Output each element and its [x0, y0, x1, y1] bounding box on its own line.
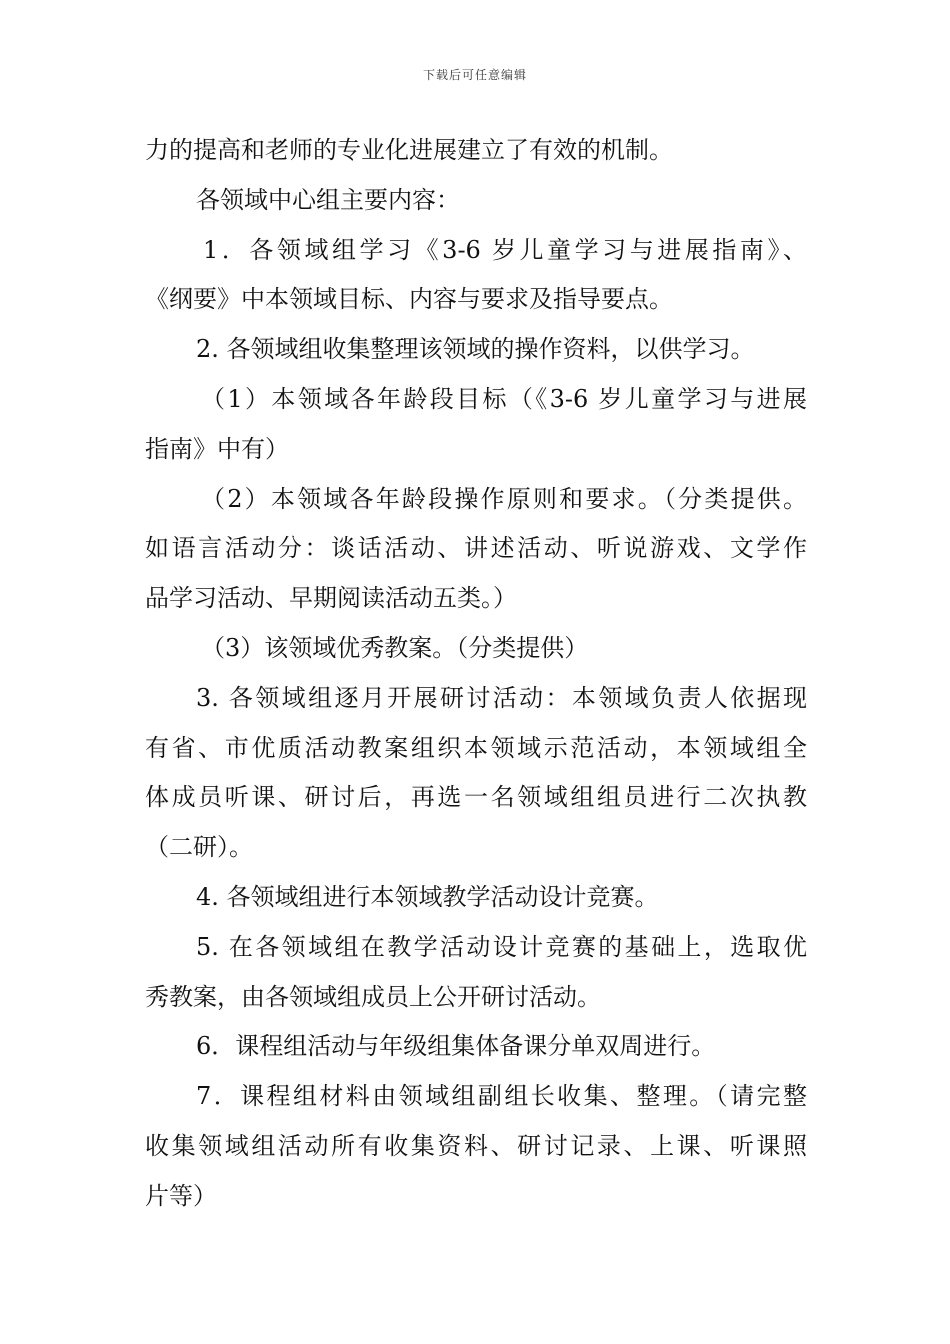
- paragraph-line: （3）该领域优秀教案。（分类提供）: [201, 633, 589, 662]
- paragraph-line: 2. 各领域组收集整理该领域的操作资料，以供学习。: [196, 335, 755, 364]
- paragraph-line: 如语言活动分：谈话活动、讲述活动、听说游戏、文学作: [145, 534, 807, 563]
- paragraph-line: （二研）。: [145, 833, 253, 862]
- paragraph-line: 力的提高和老师的专业化进展建立了有效的机制。: [145, 136, 673, 164]
- paragraph-line: 1．各领域组学习《3-6 岁儿童学习与进展指南》、: [203, 235, 807, 264]
- paragraph-line: 片等）: [145, 1181, 217, 1210]
- paragraph-line: 各领域中心组主要内容：: [196, 185, 460, 214]
- paragraph-line: 3. 各领域组逐月开展研讨活动：本领域负责人依据现: [196, 683, 807, 712]
- paragraph-line: 《纲要》中本领域目标、内容与要求及指导要点。: [145, 285, 673, 314]
- paragraph-line: （2）本领域各年龄段操作原则和要求。（分类提供。: [201, 484, 807, 513]
- paragraph-line: 7．课程组材料由领域组副组长收集、整理。（请完整: [196, 1082, 807, 1111]
- page-header: 下载后可任意编辑: [422, 68, 527, 82]
- paragraph-line: 收集领域组活动所有收集资料、研讨记录、上课、听课照: [145, 1131, 807, 1160]
- paragraph-line: 秀教案，由各领域组成员上公开研讨活动。: [145, 982, 601, 1011]
- paragraph-line: 指南》中有）: [145, 434, 289, 463]
- paragraph-line: 4. 各领域组进行本领域教学活动设计竞赛。: [196, 882, 659, 911]
- document-body: [145, 126, 807, 1222]
- paragraph-line: （1）本领域各年龄段目标（《3-6 岁儿童学习与进展: [201, 384, 807, 413]
- paragraph-line: 6．课程组活动与年级组集体备课分单双周进行。: [196, 1032, 716, 1061]
- paragraph-line: 有省、市优质活动教案组织本领域示范活动，本领域组全: [145, 733, 807, 762]
- paragraph-line: 5. 在各领域组在教学活动设计竞赛的基础上，选取优: [196, 932, 807, 961]
- paragraph-line: 体成员听课、研讨后，再选一名领域组组员进行二次执教: [145, 783, 807, 812]
- paragraph-line: 品学习活动、早期阅读活动五类。）: [145, 584, 517, 613]
